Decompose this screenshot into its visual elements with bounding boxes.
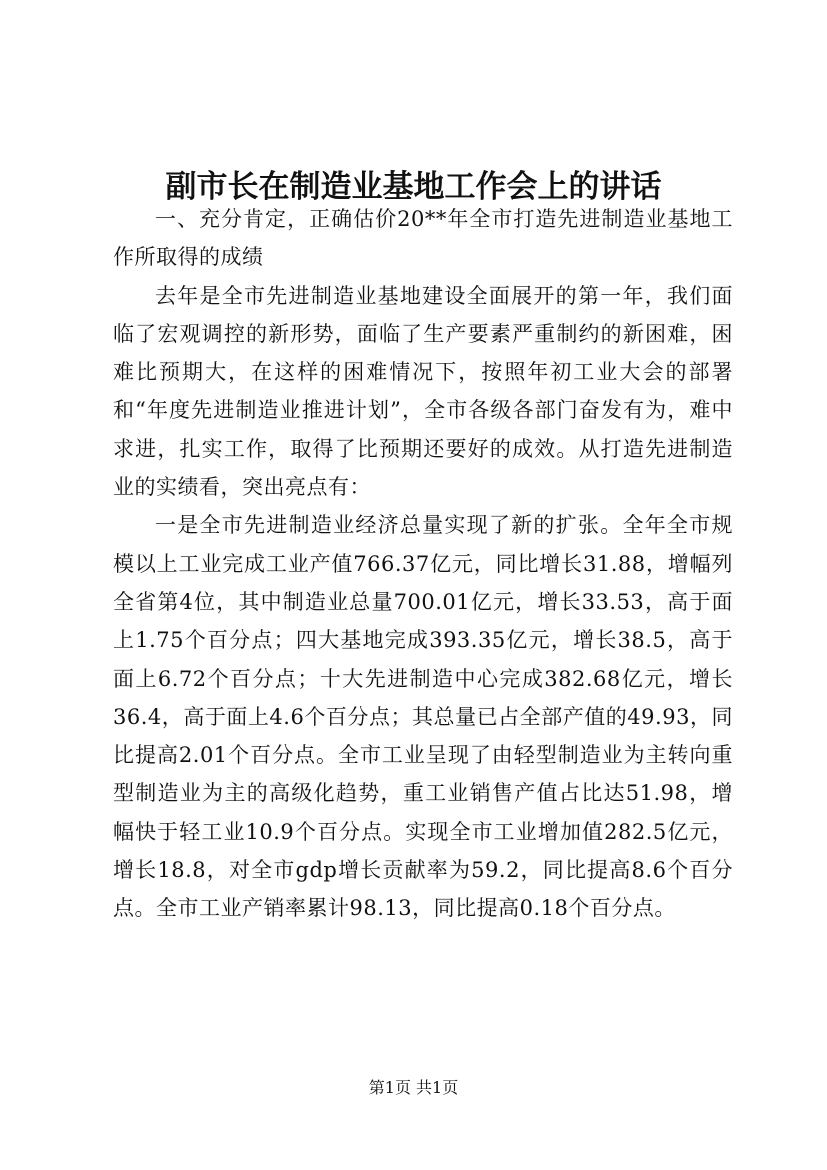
document-title: 副市长在制造业基地工作会上的讲话	[165, 168, 662, 205]
paragraph-overview: 去年是全市先进制造业基地建设全面展开的第一年，我们面临了宏观调控的新形势，面临了生产要素严重制约的新困难，困难比预期大，在这样的困难情况下，按照年初工业大会的部署和“年度先进制造业推进计划”，全市各级各部门奋发有为，难中求进，扎实工作，取得了比预期还要好的成效。从打造先进制造业的实绩看，突出亮点有：	[113, 283, 733, 500]
document-body	[113, 200, 733, 928]
paragraph-economic-expansion: 一是全市先进制造业经济总量实现了新的扩张。全年全市规模以上工业完成工业产值766.37亿元，同比增长31.88，增幅列全省第4位，其中制造业总量700.01亿元，增长33.53，高于面上1.75个百分点；四大基地完成393.35亿元，增长38.5，高于面上6.72个百分点；十大先进制造中心完成382.68亿元，增长36.4，高于面上4.6个百分点；其总量已占全部产值的49.93，同比提高2.01个百分点。全市工业呈现了由轻型制造业为主转向重型制造业为主的高级化趋势，重工业销售产值占比达51.98，增幅快于轻工业10.9个百分点。实现全市工业增加值282.5亿元，增长18.8，对全市gdp增长贡献率为59.2，同比提高8.6个百分点。全市工业产销率累计98.13，同比提高0.18个百分点。	[113, 513, 733, 921]
paragraph-section-heading: 一、充分肯定，正确估价20**年全市打造先进制造业基地工作所取得的成绩	[113, 207, 733, 270]
page-footer: 第1页 共1页	[368, 1078, 459, 1097]
